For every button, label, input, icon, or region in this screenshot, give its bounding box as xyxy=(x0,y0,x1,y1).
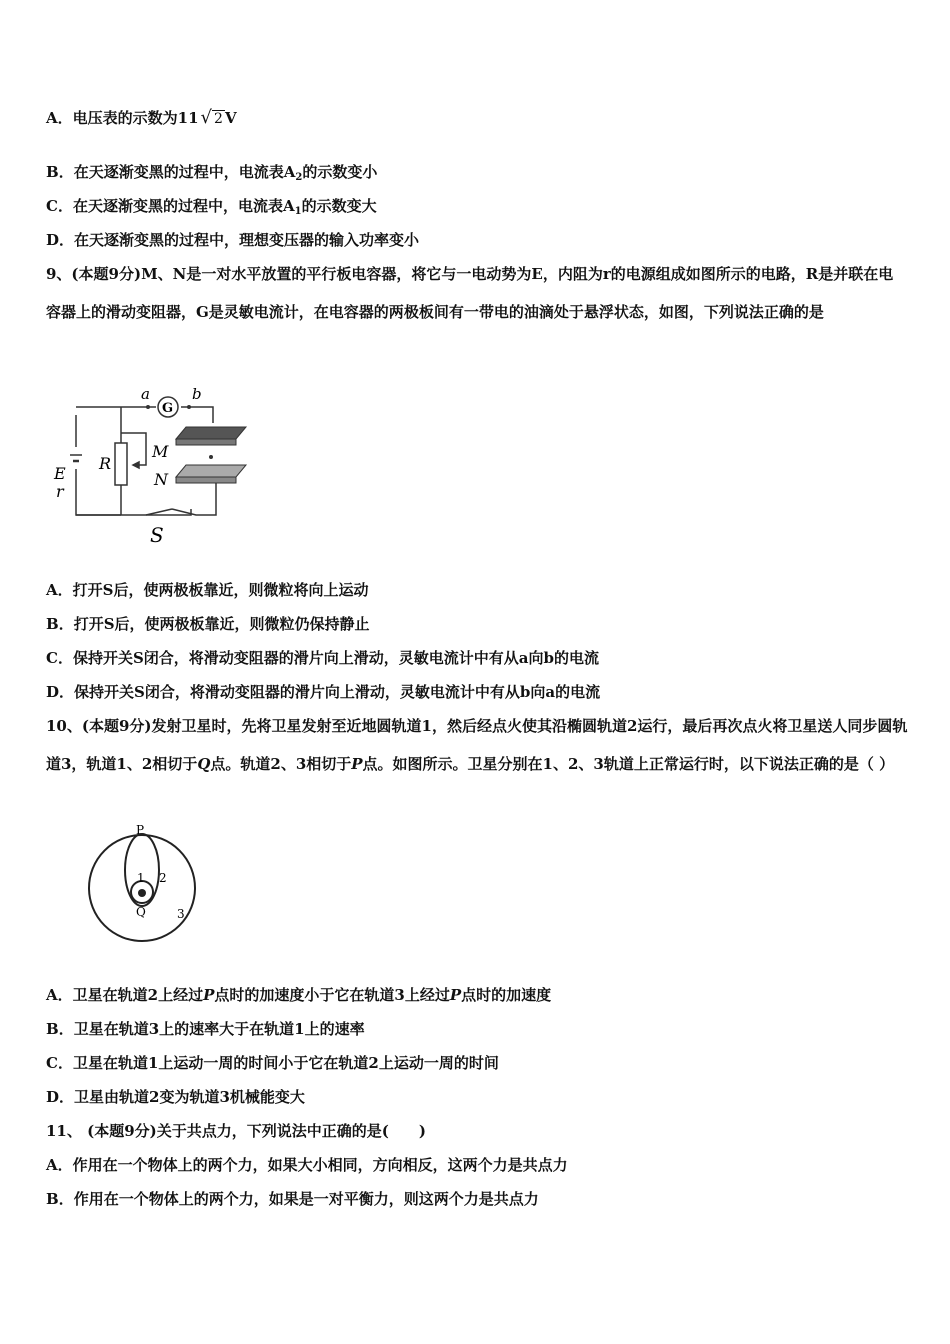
svg-text:S: S xyxy=(150,523,164,547)
svg-text:M: M xyxy=(152,442,169,461)
q9-option-b: B．打开S后，使两极板靠近，则微粒仍保持静止 xyxy=(46,615,370,633)
plate-n xyxy=(176,465,246,477)
svg-text:G: G xyxy=(162,401,174,416)
q10-option-b: B．卫星在轨道3上的速率大于在轨道1上的速率 xyxy=(46,1020,365,1038)
sqrt-symbol: √ 2 xyxy=(200,107,223,128)
svg-text:P: P xyxy=(136,823,145,837)
q8-option-d: D．在天逐渐变黑的过程中，理想变压器的输入功率变小 xyxy=(46,231,420,249)
q11-option-a: A．作用在一个物体上的两个力，如果大小相同，方向相反，这两个力是共点力 xyxy=(46,1156,568,1174)
svg-text:E: E xyxy=(54,464,66,483)
svg-text:r: r xyxy=(56,482,64,501)
q10-orbit-figure xyxy=(80,820,205,950)
svg-text:Q: Q xyxy=(136,905,146,919)
resistor-r xyxy=(115,443,127,485)
svg-text:b: b xyxy=(192,385,202,403)
q10-option-d: D．卫星由轨道2变为轨道3机械能变大 xyxy=(46,1088,305,1106)
svg-text:3: 3 xyxy=(177,907,185,921)
svg-text:R: R xyxy=(99,454,112,473)
q8-option-a: A．电压表的示数为11 √ 2 V xyxy=(46,107,237,128)
q11-stem: 11、 (本题9分)关于共点力，下列说法中正确的是( ) xyxy=(46,1122,426,1140)
q9-option-d: D．保持开关S闭合，将滑动变阻器的滑片向上滑动，灵敏电流计中有从b向a的电流 xyxy=(46,683,601,701)
q8-option-c: C．在天逐渐变黑的过程中，电流表$A_1$的示数变大 xyxy=(46,197,377,217)
svg-text:N: N xyxy=(154,470,168,489)
q9-circuit-figure xyxy=(46,385,261,550)
earth-dot xyxy=(138,889,146,897)
q9-option-a: A．打开S后，使两极板靠近，则微粒将向上运动 xyxy=(46,581,369,599)
orbit-3 xyxy=(89,835,195,941)
svg-text:1: 1 xyxy=(137,871,145,885)
q9-stem: 9、(本题9分)M、N是一对水平放置的平行板电容器，将它与一电动势为E，内阻为r的电源组成如图所示的电路，R是并联在电容器上的滑动变阻器，G是灵敏电流计，在电容器的两极板间有一带电的油滴处于悬浮状态，如图，下列说法正确的是 xyxy=(46,265,894,321)
svg-text:2: 2 xyxy=(159,871,167,885)
q9-option-c: C．保持开关S闭合，将滑动变阻器的滑片向上滑动，灵敏电流计中有从a向b的电流 xyxy=(46,649,600,667)
q10-option-c: C．卫星在轨道1上运动一周的时间小于它在轨道2上运动一周的时间 xyxy=(46,1054,499,1072)
q10-stem: 10、(本题9分)发射卫星时，先将卫星发射至近地圆轨道1，然后经点火使其沿椭圆轨道2运行，最后再次点火将卫星送人同步圆轨道3，轨道1、2相切于Q点。轨道2、3相切于P点。如图所示。卫星分别在1、2、3轨道上正常运行时，以下说法正确的是（ ） xyxy=(46,717,908,773)
q11-option-b: B．作用在一个物体上的两个力，如果是一对平衡力，则这两个力是共点力 xyxy=(46,1190,539,1208)
svg-text:a: a xyxy=(141,385,150,403)
q10-option-a: A．卫星在轨道2上经过P点时的加速度小于它在轨道3上经过P点时的加速度 xyxy=(46,986,552,1004)
plate-m xyxy=(176,427,246,439)
q8-option-b: B．在天逐渐变黑的过程中，电流表$A_2$的示数变小 xyxy=(46,163,378,183)
